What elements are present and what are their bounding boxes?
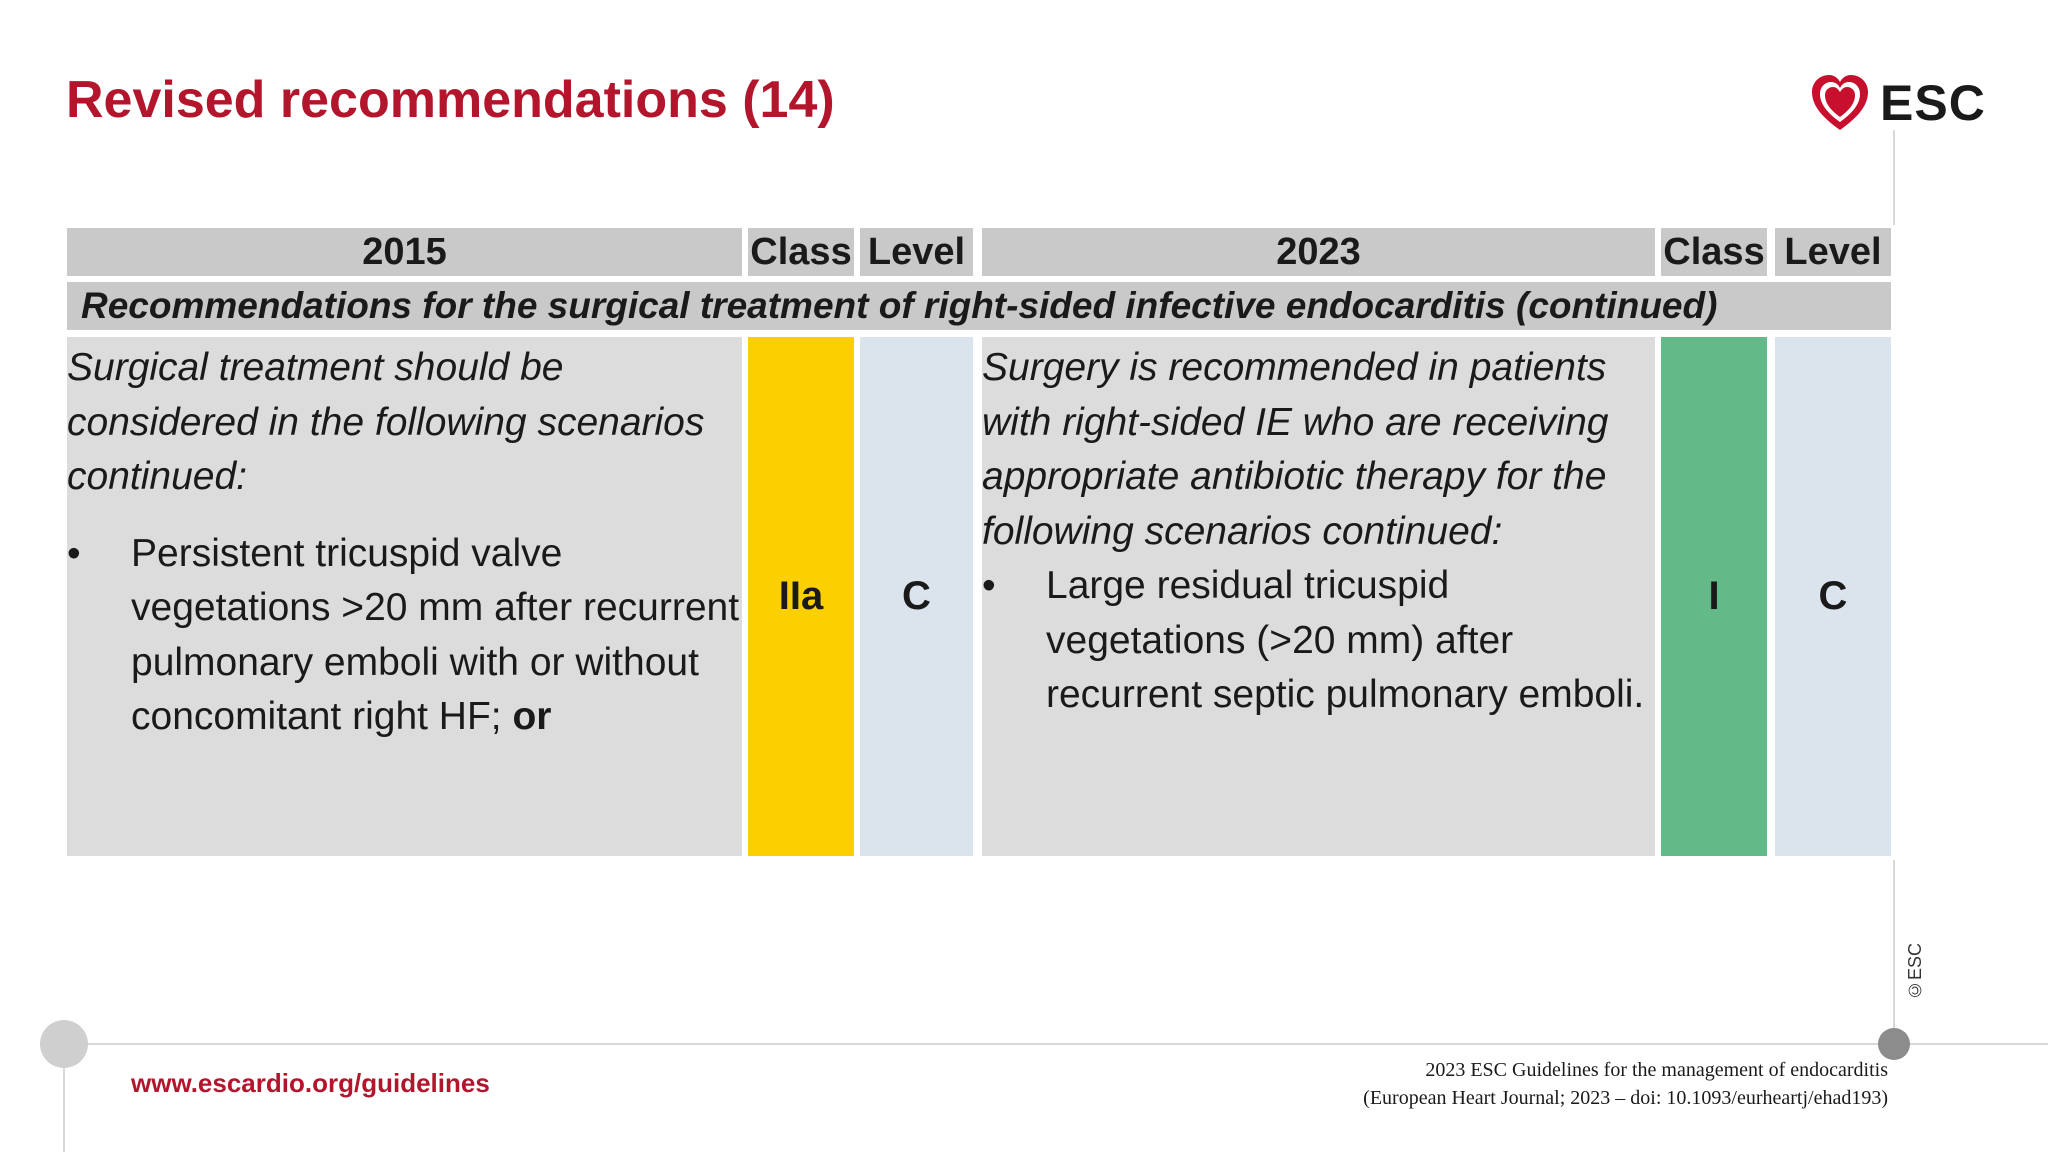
recommendation-2023-list bbox=[982, 559, 1655, 723]
bullet-glyph: • bbox=[982, 564, 996, 607]
divider-horizontal bbox=[64, 1043, 2048, 1045]
recommendations-table bbox=[67, 228, 1891, 856]
recommendation-2023 bbox=[982, 337, 1655, 856]
citation-line-1: 2023 ESC Guidelines for the management of endocarditis bbox=[1425, 1059, 1888, 1081]
heart-icon bbox=[1808, 72, 1872, 134]
class-badge-2015: IIa bbox=[748, 337, 854, 856]
header-class-2015: Class bbox=[748, 228, 854, 276]
header-class-2023: Class bbox=[1661, 228, 1767, 276]
header-level-2015: Level bbox=[860, 228, 973, 276]
recommendation-2023-intro: Surgery is recommended in patients with right-sided IE who are receiving appropriate antibiotic therapy for the following scenarios continued: bbox=[982, 346, 1609, 553]
recommendation-2015-bullet-emphasis: or bbox=[512, 695, 552, 738]
recommendation-2015-intro: Surgical treatment should be considered in the following scenarios continued: bbox=[67, 346, 705, 498]
section-title: Recommendations for the surgical treatment of right-sided infective endocarditis (continued) bbox=[67, 282, 1891, 330]
slide-title: Revised recommendations (14) bbox=[66, 71, 835, 129]
level-badge-2015: C bbox=[860, 337, 973, 856]
citation bbox=[1363, 1056, 1888, 1112]
list-item bbox=[982, 559, 1655, 723]
header-level-2023: Level bbox=[1775, 228, 1891, 276]
header-year-2015: 2015 bbox=[67, 228, 742, 276]
bullet-glyph: • bbox=[67, 531, 81, 575]
divider-vertical-top bbox=[1893, 130, 1895, 225]
recommendation-2023-bullet-text: Large residual tricuspid vegetations (>20 mm) after recurrent septic pulmonary emboli. bbox=[1046, 564, 1645, 716]
recommendation-2015-bullet-text: Persistent tricuspid valve vegetations >20 mm after recurrent pulmonary emboli with or without concomitant right HF; bbox=[131, 531, 740, 738]
level-badge-2023: C bbox=[1775, 337, 1891, 856]
recommendation-2015 bbox=[67, 337, 742, 856]
header-year-2023: 2023 bbox=[982, 228, 1655, 276]
recommendation-2015-list bbox=[67, 527, 742, 745]
citation-line-2: (European Heart Journal; 2023 – doi: 10.1093/eurheartj/ehad193) bbox=[1363, 1087, 1888, 1109]
guidelines-link[interactable]: www.escardio.org/guidelines bbox=[131, 1068, 490, 1098]
logo-text: ESC bbox=[1880, 75, 1986, 131]
class-badge-2023: I bbox=[1661, 337, 1767, 856]
divider-vertical-bottom bbox=[1893, 860, 1895, 1035]
divider-left-stub bbox=[63, 1068, 65, 1152]
esc-logo bbox=[1808, 72, 1986, 134]
copyright-notice: ©ESC bbox=[1905, 942, 1925, 1000]
list-item bbox=[67, 527, 742, 745]
decorative-dot-left bbox=[40, 1020, 88, 1068]
